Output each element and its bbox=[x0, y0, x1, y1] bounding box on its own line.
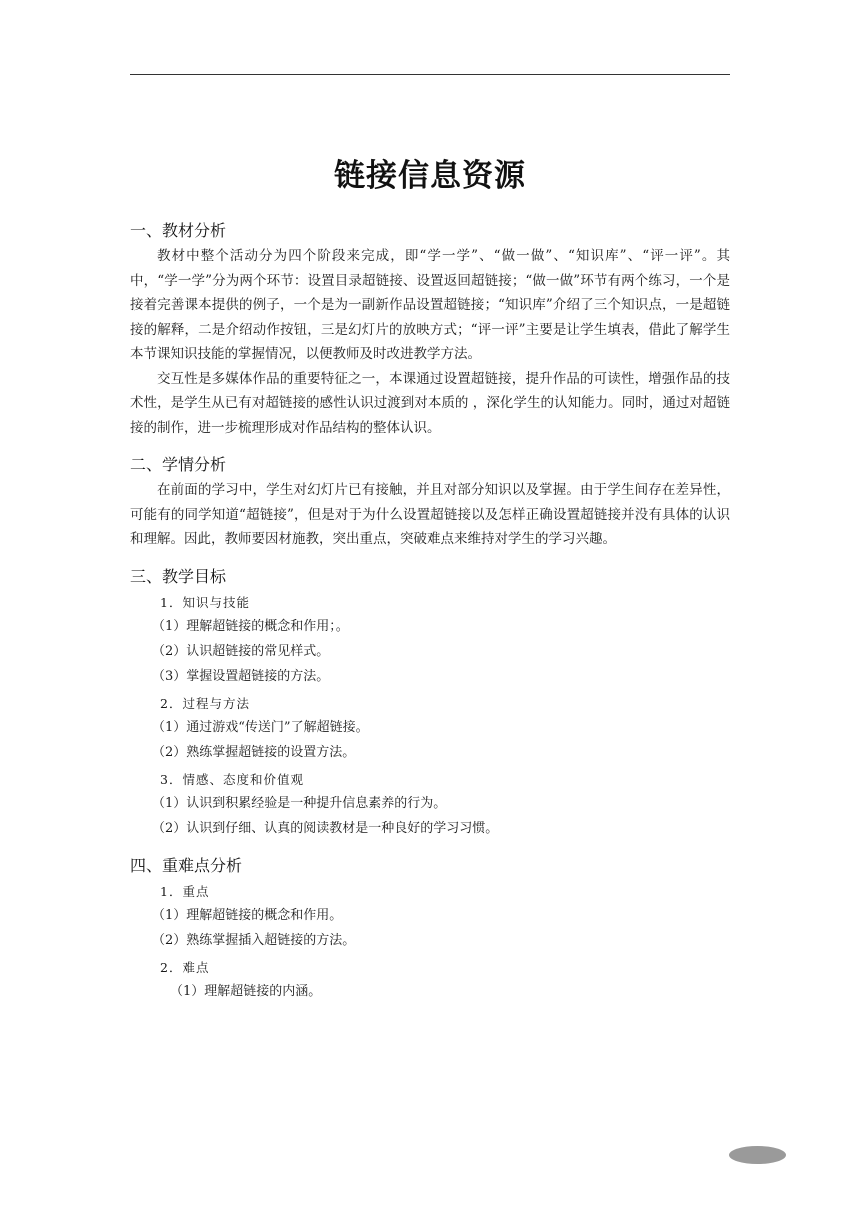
section-student-analysis bbox=[130, 454, 730, 552]
paragraph: 在前面的学习中，学生对幻灯片已有接触，并且对部分知识以及掌握。由于学生间存在差异性，可能有的同学知道“超链接”，但是对于为什么设置超链接以及怎样正确设置超链接并没有具体的认识和理解。因此，教师要因材施教，突出重点，突破难点来维持对学生的学习兴趣。 bbox=[130, 482, 730, 547]
list-item: （1）理解超链接的概念和作用；。 bbox=[152, 618, 349, 634]
subheading: 2．难点 bbox=[160, 959, 210, 975]
subheading: 2．过程与方法 bbox=[160, 695, 250, 711]
list-item: （2）熟练掌握超链接的设置方法。 bbox=[152, 744, 356, 760]
header-rule bbox=[130, 74, 730, 75]
document-body bbox=[130, 220, 730, 1018]
list-item: （3）掌握设置超链接的方法。 bbox=[152, 668, 330, 684]
list-item: （2）熟练掌握插入超链接的方法。 bbox=[152, 932, 356, 948]
paragraph: 教材中整个活动分为四个阶段来完成，即“学一学”、“做一做”、“知识库”、“评一评”。其中，“学一学”分为两个环节：设置目录超链接、设置返回超链接；“做一做”环节有两个练习，一个是接着完善课本提供的例子，一个是为一副新作品设置超链接；“知识库”介绍了三个知识点，一是超链接的解释，二是介绍动作按钮，三是幻灯片的放映方式；“评一评”主要是让学生填表，借此了解学生本节课知识技能的掌握情况，以便教师及时改进教学方法。 bbox=[130, 248, 730, 362]
page-title: 链接信息资源 bbox=[334, 158, 526, 194]
page-number-marker bbox=[729, 1146, 786, 1164]
section-teaching-goals bbox=[130, 566, 730, 841]
section-heading: 一、教材分析 bbox=[130, 221, 227, 240]
list-item: （2）认识到仔细、认真的阅读教材是一种良好的学习习惯。 bbox=[152, 820, 499, 836]
section-heading: 四、重难点分析 bbox=[130, 855, 243, 875]
list-item: （1）理解超链接的概念和作用。 bbox=[152, 907, 343, 923]
list-item: （2）认识超链接的常见样式。 bbox=[152, 643, 330, 659]
section-heading: 二、学情分析 bbox=[130, 455, 227, 474]
section-key-difficult-points bbox=[130, 855, 730, 1004]
subheading: 1．重点 bbox=[160, 883, 210, 899]
list-item: （1）理解超链接的内涵。 bbox=[170, 983, 322, 999]
paragraph: 交互性是多媒体作品的重要特征之一，本课通过设置超链接，提升作品的可读性，增强作品的技术性，是学生从已有对超链接的感性认识过渡到对本质的 ，深化学生的认知能力。同时，通过对超链接的制作，进一步梳理形成对作品结构的整体认识。 bbox=[130, 370, 730, 436]
list-item: （1）通过游戏“传送门”了解超链接。 bbox=[152, 719, 369, 735]
section-heading: 三、教学目标 bbox=[130, 566, 227, 586]
subheading: 1．知识与技能 bbox=[160, 594, 250, 610]
section-textbook-analysis bbox=[130, 220, 730, 440]
list-item: （1）认识到积累经验是一种提升信息素养的行为。 bbox=[152, 795, 447, 811]
subheading: 3．情感、态度和价值观 bbox=[160, 771, 304, 787]
